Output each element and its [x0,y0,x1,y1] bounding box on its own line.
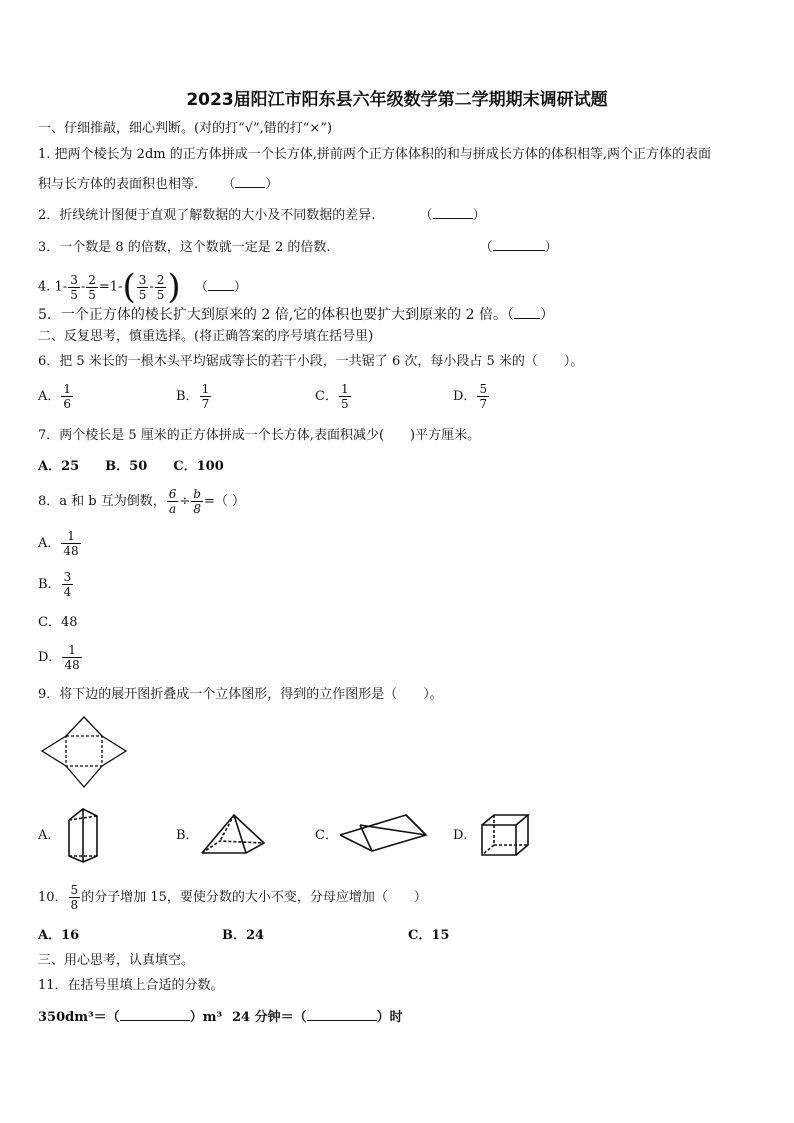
question-9-option-c-label[interactable]: C． [315,828,338,843]
fraction-option: $\frac{1}{6}$ [63,382,72,411]
question-7-options[interactable]: A．25 B．50 C．100 [38,459,224,474]
question-6-option-c[interactable]: C． $\frac{1}{5}$ [315,382,349,411]
answer-blank-4[interactable]: （ ） [194,279,247,295]
fraction-3-5: $\frac{3}{5}$ [138,272,147,302]
question-8-option-a[interactable]: A． $\frac{1}{48}$ [38,529,79,558]
answer-blank-5[interactable]: （ ） [506,307,554,323]
question-11-part-b: 24 分钟＝（ ）时 [232,1010,403,1025]
answer-blank-11b[interactable] [307,1020,377,1021]
question-2-text: 2．折线统计图便于直观了解数据的大小及不同数据的差异. [38,208,376,223]
question-5-text: 5．一个正方体的棱长扩大到原来的 2 倍,它的体积也要扩大到原来的 2 倍。 [38,307,507,323]
question-8: 8．a 和 b 互为倒数， $\frac{6}{a}$ ÷ $\frac{b}{8}$ =（ ） [38,487,246,516]
fraction-option: $\frac{1}{7}$ [201,382,210,411]
question-6: 6．把 5 米长的一根木头平均锯成等长的若干小段，一共锯了 6 次，每小段占 5 米的（ ）。 [38,354,584,369]
question-9-option-d-label[interactable]: D． [453,828,477,843]
answer-blank-11a[interactable] [120,1020,190,1021]
question-10-option-b[interactable]: B．24 [222,928,265,943]
question-9-option-b-label[interactable]: B． [176,828,199,843]
fraction-b-over-8: $\frac{b}{8}$ [193,487,201,516]
question-3 [38,240,558,256]
question-5 [38,307,554,323]
question-11-part-a: 350dm³＝（ ）m³ [38,1010,223,1025]
triangular-prism-figure[interactable] [66,806,100,864]
triangular-prism-lying-figure[interactable] [338,813,428,853]
question-1-text: 积与长方体的表面积也相等. [38,177,199,192]
minus-sign: - [80,279,86,295]
question-11: 11．在括号里填上合适的分数。 [38,978,224,993]
fraction-option: $\frac{1}{5}$ [340,382,349,411]
question-4: 4. 1- $\frac{3}{5}$ - $\frac{2}{5}$ =1-( $\frac{3}{5}$ - $\frac{2}{5}$ ) （ ） [38,267,247,307]
fraction-option: $\frac{5}{7}$ [479,382,488,411]
section-1-heading: 一、仔细推敲，细心判断。(对的打“√”,错的打“×”) [38,121,333,136]
question-1-line-1: 1. 把两个棱长为 2dm 的正方体拼成一个长方体,拼前两个正方体体积的和与拼成长方体的体积相等,两个正方体的表面 [38,147,711,162]
question-7: 7．两个棱长是 5 厘米的正方体拼成一个长方体,表面积减少( )平方厘米。 [38,428,481,443]
pyramid-net-diagram [40,716,128,788]
question-2 [38,208,486,224]
fraction-2-5: $\frac{2}{5}$ [88,272,96,302]
question-8-option-d[interactable]: D． $\frac{1}{48}$ [38,643,80,672]
question-10-option-a[interactable]: A．16 [38,928,80,943]
question-9-option-a-label[interactable]: A． [38,828,61,843]
question-8-option-b[interactable]: B． $\frac{3}{4}$ [38,570,72,599]
fraction-3-5: $\frac{3}{5}$ [70,272,78,302]
question-6-option-b[interactable]: B． $\frac{1}{7}$ [176,382,210,411]
section-3-heading: 三、用心思考，认真填空。 [38,953,195,968]
fraction-6-over-a: $\frac{6}{a}$ [168,487,177,516]
question-4-prefix: 4. 1- [38,279,68,295]
equals-sign: =1- [98,279,123,295]
question-9: 9．将下边的展开图折叠成一个立体图形，得到的立作图形是（ ）。 [38,687,443,702]
question-10-option-c[interactable]: C．15 [408,928,450,943]
question-3-text: 3．一个数是 8 的倍数，这个数就一定是 2 的倍数. [38,240,331,255]
question-8-option-c[interactable]: C．48 [38,615,78,630]
question-6-option-d[interactable]: D． $\frac{5}{7}$ [453,382,488,411]
section-2-heading: 二、反复思考，慎重选择。(将正确答案的序号填在括号里) [38,329,374,344]
answer-blank-2[interactable]: （ ） [419,208,486,223]
answer-blank-3[interactable]: （ ） [479,240,558,255]
answer-blank-1[interactable]: （ ） [222,177,279,192]
cube-figure[interactable] [480,813,530,857]
question-1-line-2 [38,177,278,193]
page-title: 2023届阳江市阳东县六年级数学第二学期期末调研试题 [186,90,608,110]
square-pyramid-figure[interactable] [200,813,266,855]
question-10: 10． $\frac{5}{8}$ 的分子增加 15，要使分数的大小不变，分母应增加（ ） [38,883,427,912]
fraction-2-5: $\frac{2}{5}$ [156,272,165,302]
question-6-option-a[interactable]: A． $\frac{1}{6}$ [38,382,72,411]
